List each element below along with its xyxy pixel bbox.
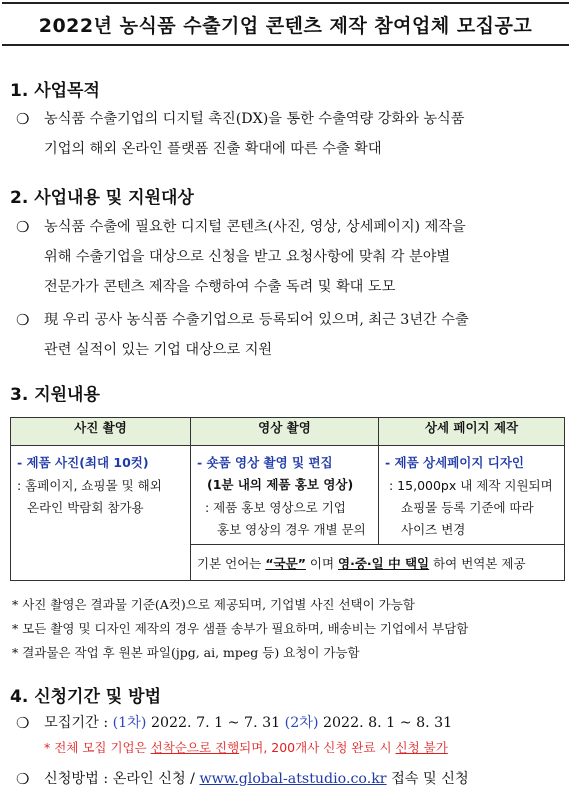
language-cell xyxy=(191,545,565,581)
section-1-heading: 1. 사업목적 xyxy=(10,81,100,101)
section-2-b2-line2: 관련 실적이 있는 기업 대상으로 지원 xyxy=(44,342,273,358)
section-1-line1: 농식품 수출기업의 디지털 촉진(DX)을 통한 수출역량 강화와 농식품 xyxy=(44,111,465,127)
method-label: 신청방법 : 온라인 신청 / xyxy=(44,771,200,787)
section-4-heading: 4. 신청기간 및 방법 xyxy=(10,687,161,707)
support-table xyxy=(10,417,565,581)
video-title: - 숏품 영상 촬영 및 편집 xyxy=(197,455,333,470)
video-sub: (1분 내의 제품 홍보 영상) xyxy=(207,477,354,492)
round-2-dates: 2022. 8. 1 ~ 8. 31 xyxy=(318,715,453,731)
section-1-bullet xyxy=(16,104,568,164)
video-desc-line2: 홍보 영상의 경우 개별 문의 xyxy=(217,522,366,537)
header-video: 영상 촬영 xyxy=(191,418,379,446)
bullet-icon: ❍ xyxy=(16,218,30,236)
warn-b: 선착순으로 진행 xyxy=(150,740,240,755)
detail-desc-line3: 사이즈 변경 xyxy=(401,522,466,537)
bullet-icon: ❍ xyxy=(16,110,30,128)
lang-post: 하여 번역본 제공 xyxy=(429,555,526,571)
note-1: * 사진 촬영은 결과물 기준(A컷)으로 제공되며, 기업별 사진 선택이 가능함 xyxy=(12,597,415,612)
method-row xyxy=(16,766,568,792)
photo-desc-line1: : 홈페이지, 쇼핑몰 및 해외 xyxy=(17,478,162,493)
section-2-bullet-1 xyxy=(16,212,568,302)
section-2-bullet-2 xyxy=(16,305,568,365)
detail-desc-line2: 쇼핑몰 등록 기준에 따라 xyxy=(401,500,534,515)
detail-desc xyxy=(379,471,564,541)
note-3: * 결과물은 작업 후 원본 파일(jpg, ai, mpeg 등) 요청이 가능함 xyxy=(12,645,360,660)
photo-desc xyxy=(11,471,190,519)
page-title: 2022년 농식품 수출기업 콘텐츠 제작 참여업체 모집공고 xyxy=(2,2,569,46)
note-2: * 모든 촬영 및 디자인 제작의 경우 샘플 송부가 필요하며, 배송비는 기업에서 부담함 xyxy=(12,621,469,636)
round-2: (2차) xyxy=(284,715,319,731)
period-row xyxy=(16,710,568,736)
bullet-icon: ❍ xyxy=(16,714,30,732)
studio-link[interactable]: www.global-atstudio.co.kr xyxy=(199,771,387,787)
section-2-b1-line3: 전문가가 콘텐츠 제작을 수행하여 수출 독려 및 확대 도모 xyxy=(44,279,396,295)
warn-d: 신청 불가 xyxy=(395,740,448,755)
video-desc xyxy=(191,493,378,541)
warning-line xyxy=(44,738,448,756)
photo-desc-line2: 온라인 박람회 참가용 xyxy=(27,500,144,515)
section-2-b1-line1: 농식품 수출에 필요한 디지털 콘텐츠(사진, 영상, 상세페이지) 제작을 xyxy=(44,219,466,235)
detail-cell xyxy=(379,446,565,545)
video-desc-line1: : 제품 홍보 영상으로 기업 xyxy=(205,500,346,515)
section-2-b2-line1: 現 우리 공사 농식품 수출기업으로 등록되어 있으며, 최근 3년간 수출 xyxy=(44,312,469,328)
lang-mid: 이며 xyxy=(305,555,339,571)
photo-title: - 제품 사진(최대 10컷) xyxy=(17,455,149,470)
video-cell xyxy=(191,446,379,545)
method-post: 접속 및 신청 xyxy=(386,771,469,787)
section-2-heading: 2. 사업내용 및 지원대상 xyxy=(10,188,194,208)
section-3-notes xyxy=(12,593,568,665)
period-label: 모집기간 : xyxy=(44,715,113,731)
lang-choice: 영·중·일 中 택일 xyxy=(338,555,430,571)
round-1: (1차) xyxy=(112,715,147,731)
warn-a: * 전체 모집 기업은 xyxy=(44,740,151,755)
detail-title: - 제품 상세페이지 디자인 xyxy=(385,455,524,470)
round-1-dates: 2022. 7. 1 ~ 7. 31 xyxy=(146,715,285,731)
lang-korean: “국문” xyxy=(265,555,306,571)
warn-c: 되며, 200개사 신청 완료 시 xyxy=(239,740,396,755)
bullet-icon: ❍ xyxy=(16,311,30,329)
bullet-icon: ❍ xyxy=(16,770,30,788)
header-photo: 사진 촬영 xyxy=(11,418,191,446)
section-3-heading: 3. 지원내용 xyxy=(10,385,100,405)
section-1-line2: 기업의 해외 온라인 플랫폼 진출 확대에 따른 수출 확대 xyxy=(44,141,382,157)
header-detail-page: 상세 페이지 제작 xyxy=(379,418,565,446)
detail-desc-line1: : 15,000px 내 제작 지원되며 xyxy=(389,478,553,493)
section-2-b1-line2: 위해 수출기업을 대상으로 신청을 받고 요청사항에 맞춰 각 분야별 xyxy=(44,249,451,265)
photo-cell xyxy=(11,446,191,581)
lang-pre: 기본 언어는 xyxy=(197,555,266,571)
